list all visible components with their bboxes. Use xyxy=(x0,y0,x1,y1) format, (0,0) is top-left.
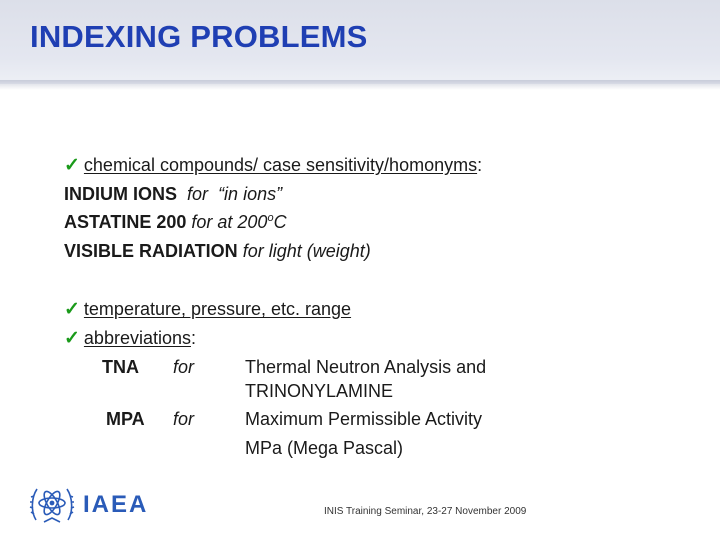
example-for: for at 200 xyxy=(191,212,268,232)
example-term: VISIBLE RADIATION xyxy=(64,241,238,261)
bullet-heading-suffix: : xyxy=(477,155,483,175)
iaea-logo-text: IAEA xyxy=(83,491,149,518)
abbr-tna-meaning-2: TRINONYLAMINE xyxy=(245,381,394,401)
footer-seminar-text: INIS Training Seminar, 23-27 November 2009 xyxy=(324,506,527,517)
bullet-heading: chemical compounds/ case sensitivity/homonyms xyxy=(83,155,478,175)
abbr-tna-for: for xyxy=(173,357,195,377)
example-term: ASTATINE 200 xyxy=(64,212,187,232)
example-for: for xyxy=(187,184,209,204)
bullet-abbreviations xyxy=(64,327,196,350)
example-meaning: C xyxy=(273,212,287,232)
checkmark-icon: ✓ xyxy=(64,155,80,176)
header-shadow xyxy=(0,80,720,90)
example-for: for xyxy=(242,241,264,261)
slide-title: INDEXING PROBLEMS xyxy=(30,19,368,54)
degree-superscript: o xyxy=(267,212,274,224)
abbr-tna: TNA xyxy=(102,357,139,377)
bullet-heading: temperature, pressure, etc. range xyxy=(83,299,352,319)
bullet-heading-suffix: : xyxy=(191,328,197,348)
bullet-heading: abbreviations xyxy=(83,328,191,348)
checkmark-icon: ✓ xyxy=(64,299,80,320)
example-line-indium xyxy=(64,183,282,205)
abbr-mpa-meaning-2: MPa (Mega Pascal) xyxy=(245,438,404,458)
example-line-visible-radiation xyxy=(64,240,371,262)
iaea-logo-icon xyxy=(28,480,76,528)
abbr-tna-meaning-1: Thermal Neutron Analysis and xyxy=(245,357,487,377)
checkmark-icon: ✓ xyxy=(64,328,80,349)
abbr-mpa-meaning-1: Maximum Permissible Activity xyxy=(245,409,483,429)
example-term: INDIUM IONS xyxy=(64,184,178,204)
example-meaning: light (weight) xyxy=(268,241,371,261)
example-meaning: “in ions” xyxy=(218,184,283,204)
bullet-chemical-compounds xyxy=(64,154,482,177)
bullet-temperature xyxy=(64,298,351,321)
abbr-mpa-for: for xyxy=(173,409,195,429)
abbr-mpa: MPA xyxy=(106,409,145,429)
example-line-astatine xyxy=(64,211,287,233)
